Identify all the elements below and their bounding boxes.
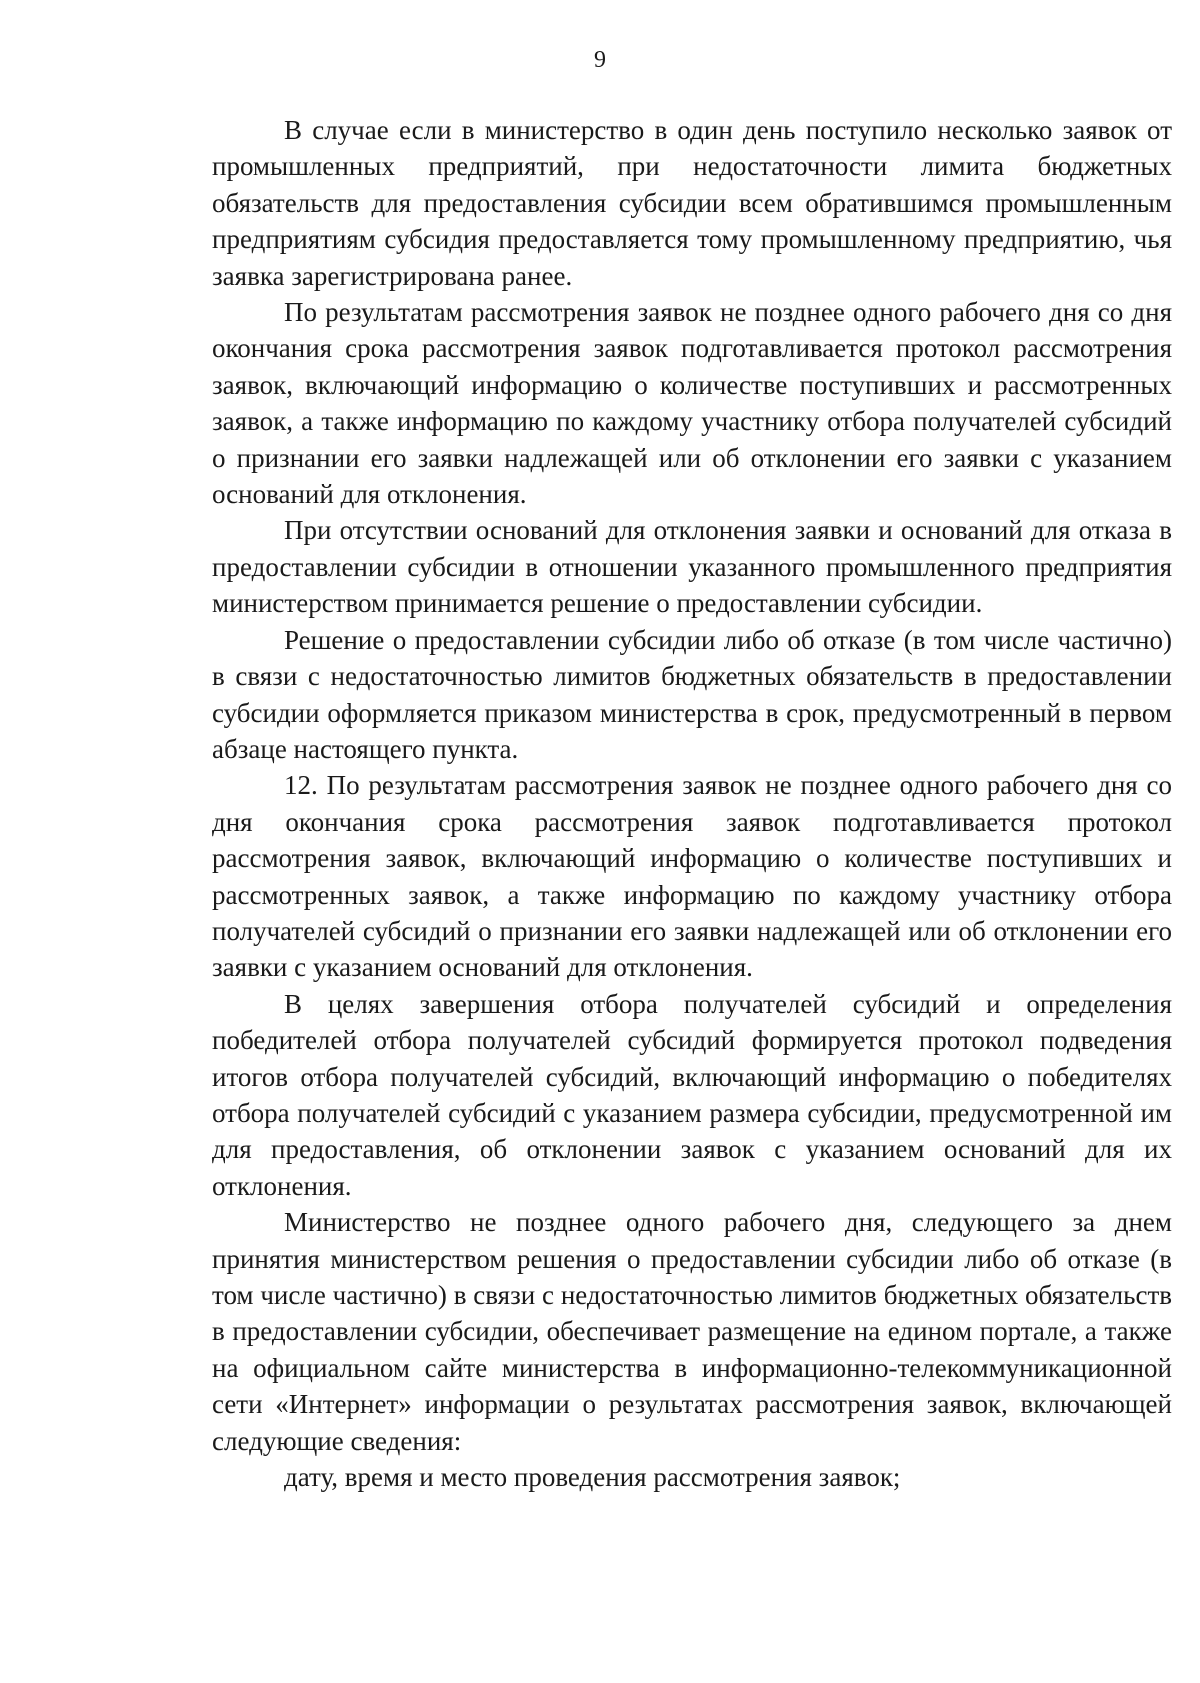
page-number: 9: [594, 47, 606, 73]
paragraph-8: дату, время и место проведения рассмотрения заявок;: [284, 1462, 901, 1493]
paragraph-4: Решение о предоставлении субсидии либо об отказе (в том числе частично) в связи с недостаточностью лимитов бюджетных обязательств в предоставлении субсидии оформляется приказом министерства в срок, предусмотренный в первом абзаце настоящего пункта.: [212, 624, 1172, 764]
paragraph-6: В целях завершения отбора получателей субсидий и определения победителей отбора получателей субсидий формируется протокол подведения итогов отбора получателей субсидий, включающий информацию о победителях отбора получателей субсидий с указанием размера субсидии, предусмотренной им для предоставления, об отклонении заявок с указанием оснований для их отклонения.: [212, 988, 1172, 1201]
paragraph-7: Министерство не позднее одного рабочего дня, следующего за днем принятия министерством решения о предоставлении субсидии либо об отказе (в том числе частично) в связи с недостаточностью лимитов бюджетных обязательств в предоставлении субсидии, обеспечивает размещение на едином портале, а также на официальном сайте министерства в информационно-телекоммуникационной сети «Интернет» информации о результатах рассмотрения заявок, включающей следующие сведения:: [212, 1207, 1172, 1456]
paragraph-3: При отсутствии оснований для отклонения заявки и оснований для отказа в предоставлении субсидии в отношении указанного промышленного предприятия министерством принимается решение о предоставлении субсидии.: [212, 515, 1172, 619]
paragraph-2: По результатам рассмотрения заявок не позднее одного рабочего дня со дня окончания срока рассмотрения заявок подготавливается протокол рассмотрения заявок, включающий информацию о количестве поступивших и рассмотренных заявок, а также информацию по каждому участнику отбора получателей субсидий о признании его заявки надлежащей или об отклонении его заявки с указанием оснований для отклонения.: [212, 297, 1172, 510]
document-body: [212, 112, 1172, 1495]
paragraph-1: В случае если в министерство в один день поступило несколько заявок от промышленных предприятий, при недостаточности лимита бюджетных обязательств для предоставления субсидии всем обратившимся промышленным предприятиям субсидия предоставляется тому промышленному предприятию, чья заявка зарегистрирована ранее.: [212, 115, 1172, 291]
paragraph-5-item-12: 12. По результатам рассмотрения заявок не позднее одного рабочего дня со дня окончания срока рассмотрения заявок подготавливается протокол рассмотрения заявок, включающий информацию о количестве поступивших и рассмотренных заявок, а также информацию по каждому участнику отбора получателей субсидий о признании его заявки надлежащей или об отклонении его заявки с указанием оснований для отклонения.: [212, 770, 1172, 983]
